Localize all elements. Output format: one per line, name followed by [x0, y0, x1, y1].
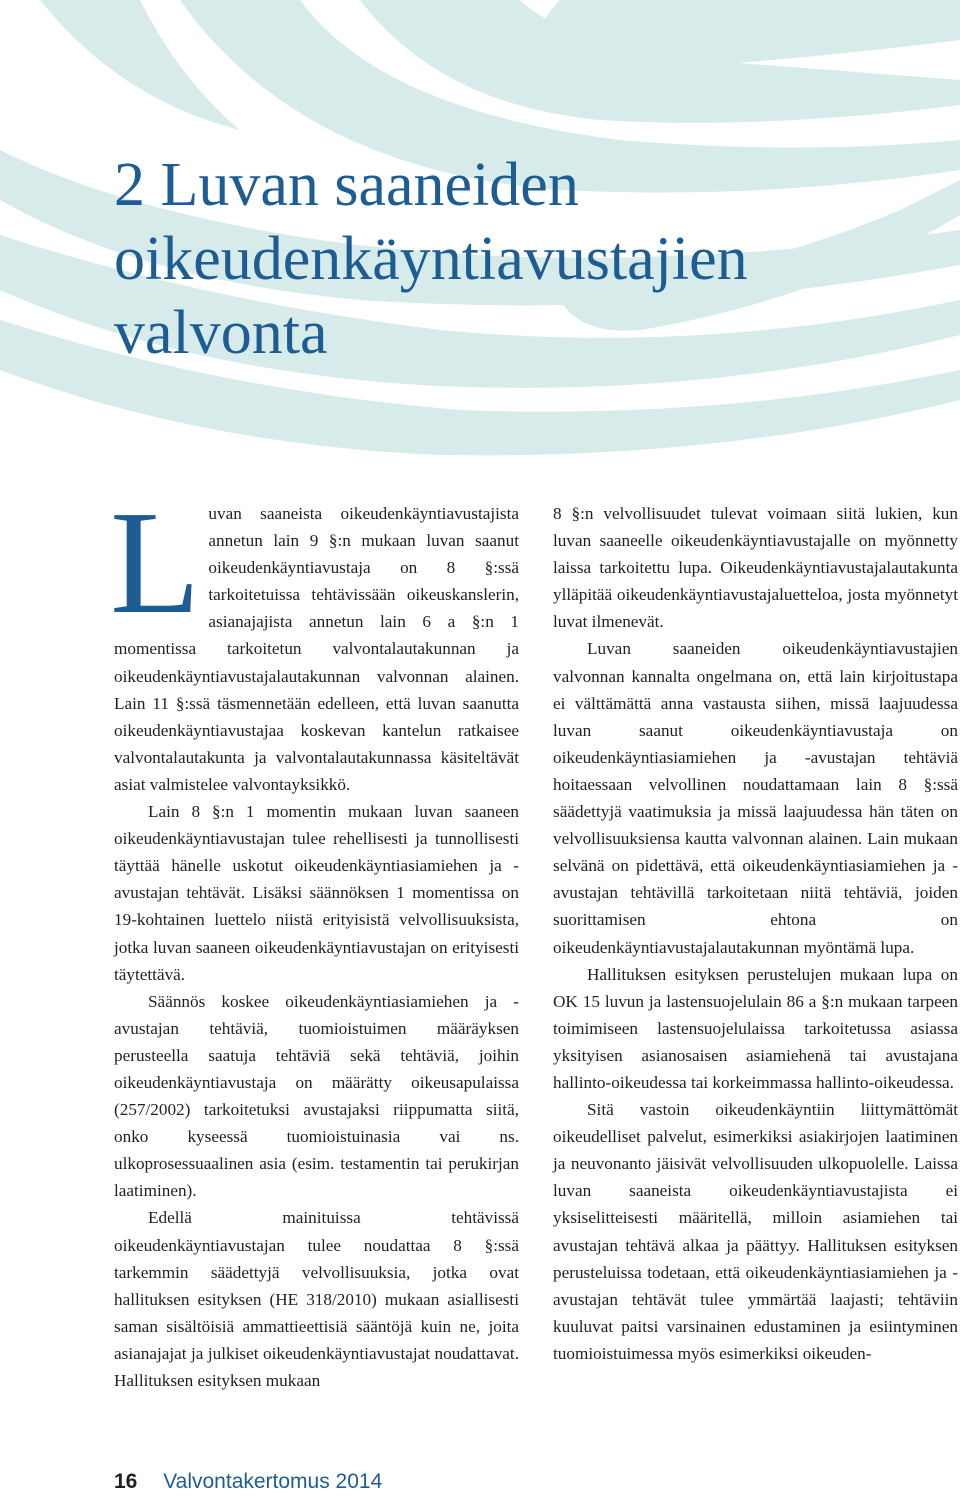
title-line-3: valvonta	[114, 299, 328, 367]
drop-cap: L	[110, 481, 201, 645]
title-line-2: oikeudenkäyntiavustajien	[114, 225, 748, 293]
right-paragraph-3: Hallituksen esityksen perustelujen mukaan lupa on OK 15 luvun ja lastensuojelulain 86 a §:n mukaan tarpeen toimimiseen lastensuojelulaissa tarkoitetussa asiassa yksityisen asianosaisen asiamiehenä tai avustajana hallinto-oikeudessa tai korkeimmassa hallinto-oikeudessa.	[553, 964, 958, 1092]
publication-name: Valvontakertomus 2014	[163, 1470, 383, 1493]
left-paragraph-1	[110, 481, 519, 798]
left-paragraph-3: Säännös koskee oikeudenkäyntiasiamiehen ja -avustajan tehtäviä, tuomioistuimen määräyksen perusteella saatuja tehtäviä sekä tehtäviä, joihin oikeudenkäyntiavustaja on määrätty oikeusapulaissa (257/2002) tarkoitetuksi avustajaksi riippumatta siitä, onko kyseessä tuomioistuinasia vai ns. ulkoprosessuaalinen asia (esim. testamentin tai perukirjan laatiminen).	[114, 991, 519, 1201]
left-column	[110, 481, 519, 1394]
right-column	[553, 500, 958, 1367]
page-title	[114, 148, 934, 370]
left-paragraph-1-text: uvan saaneista oikeudenkäyntiavustajista annetun lain 9 §:n mukaan luvan saanut oikeudenkäyntiavustaja on 8 §:ssä tarkoitetuissa tehtävissään oikeuskanslerin, asianajajista annetun lain 6 a §:n 1 momentissa tarkoitetun valvontalautakunnan ja oikeudenkäyntiavustajalautakunnan valvonnan alainen. Lain 11 §:ssä täsmennetään edelleen, että luvan saanutta oikeudenkäyntiavustajaa koskevan kantelun ratkaisee valvontalautakunta ja valvontalautakunnassa käsiteltävät asiat valmistelee valvontayksikkö.	[114, 504, 519, 794]
left-paragraph-4: Edellä mainituissa tehtävissä oikeudenkäyntiavustajan tulee noudattaa 8 §:ssä tarkemmin säädettyjä velvollisuuksia, jotka ovat hallituksen esityksen (HE 318/2010) mukaan asiallisesti saman sisältöisiä ammattieettisiä sääntöjä kuin ne, joita asianajajat ja julkiset oikeudenkäyntiavustajat noudattavat. Hallituksen esityksen mukaan	[114, 1208, 519, 1390]
left-paragraph-2: Lain 8 §:n 1 momentin mukaan luvan saaneen oikeudenkäyntiavustajan tulee rehellisesti ja tunnollisesti täyttää hänelle uskotut oikeudenkäyntiasiamiehen ja -avustajan tehtävät. Lisäksi säännöksen 1 momentissa on 19-kohtainen luettelo niistä erityisistä velvollisuuksista, jotka luvan saaneen oikeudenkäyntiavustajan on erityisesti täytettävä.	[114, 802, 519, 984]
right-paragraph-4: Sitä vastoin oikeudenkäyntiin liittymättömät oikeudelliset palvelut, esimerkiksi asiakirjojen laatiminen ja neuvonanto jäisivät velvollisuuden ulkopuolelle. Laissa luvan saaneista oikeudenkäyntiavustajista ei yksiselitteisesti määritellä, milloin asiamiehen tai avustajan tehtävä alkaa ja päättyy. Hallituksen esityksen perusteluissa todetaan, että oikeudenkäyntiasiamiehen ja -avustajan tehtävät tulee ymmärtää laajasti; tehtäviin kuuluvat paitsi varsinainen edustaminen ja esiintyminen tuomioistuimessa myös esimerkiksi oikeuden-	[553, 1100, 958, 1363]
right-paragraph-2: Luvan saaneiden oikeudenkäyntiavustajien valvonnan kannalta ongelmana on, että lain kirjoitustapa ei välttämättä anna vastausta siihen, missä laajuudessa luvan saanut oikeudenkäyntiavustaja on oikeudenkäyntiasiamiehen ja -avustajan tehtäviä hoitaessaan velvollinen noudattamaan lain 8 §:ssä säädettyjä vaatimuksia ja missä laajuudessa hän täten on velvollisuuksiensa kautta valvonnan alainen. Lain mukaan selvänä on pidettävä, että oikeudenkäyntiasiamiehen ja -avustajan tehtävillä tarkoitetaan niitä tehtäviä, joiden suorittamisen ehtona on oikeudenkäyntiavustajalautakunnan myöntämä lupa.	[553, 639, 958, 957]
right-paragraph-1: 8 §:n velvollisuudet tulevat voimaan siitä lukien, kun luvan saaneelle oikeudenkäyntiavustajalle on myönnetty laissa tarkoitettu lupa. Oikeudenkäyntiavustajalautakunta ylläpitää oikeudenkäyntiavustajaluetteloa, josta myönnetyt luvat ilmenevät.	[553, 504, 958, 632]
title-line-1: 2 Luvan saaneiden	[114, 151, 579, 219]
page-footer	[114, 1470, 382, 1494]
page-number: 16	[114, 1470, 138, 1493]
